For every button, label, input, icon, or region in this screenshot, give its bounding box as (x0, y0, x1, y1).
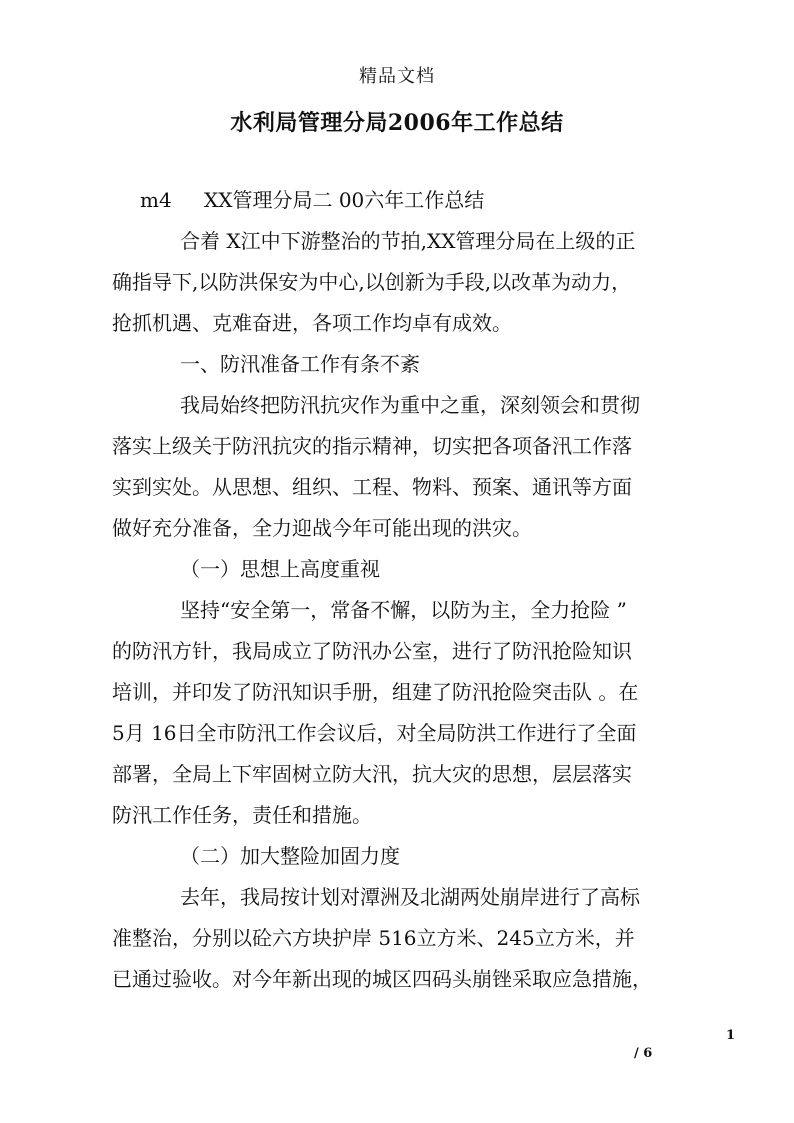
paragraph-line: 实到实处。从思想、组织、工程、物料、预案、通讯等方面 (112, 475, 632, 499)
paragraph-line: 防汛工作任务，责任和措施。 (112, 803, 372, 827)
paragraph-line: 我局始终把防汛抗灾作为重中之重，深刻领会和贯彻 (180, 393, 640, 417)
paragraph-line: 部署，全局上下牢固树立防大汛，抗大灾的思想，层层落实 (112, 762, 632, 786)
paragraph-line: 5月 16日全市防汛工作会议后，对全局防洪工作进行了全面 (112, 721, 637, 745)
paragraph-line: 抢抓机遇、克难奋进，各项工作均卓有成效。 (112, 311, 512, 335)
paragraph-line: 做好充分准备，全力迎战今年可能出现的洪灾。 (112, 516, 532, 540)
paragraph-line: 合着 X江中下游整治的节拍,XX管理分局在上级的正 (180, 229, 636, 253)
subtitle-line (112, 180, 680, 221)
document-title: 水利局管理分局2006年工作总结 (230, 110, 564, 136)
document-body (112, 180, 680, 1000)
paragraph-line: 培训，并印发了防汛知识手册，组建了防汛抢险突击队 。在 (112, 680, 639, 704)
page-number: 1 (726, 1028, 736, 1043)
paragraph-line: 去年，我局按计划对潭洲及北湖两处崩岸进行了高标 (180, 885, 640, 909)
paragraph-line: 准整治，分别以砼六方块护岸 516立方米、245立方米，并 (112, 926, 635, 950)
watermark-header: 精品文档 (359, 66, 435, 87)
subsection-heading: （一）思想上高度重视 (180, 557, 380, 581)
paragraph-line: 的防汛方针，我局成立了防汛办公室，进行了防汛抢险知识 (112, 639, 632, 663)
subtitle-text: XX管理分局二 00六年工作总结 (204, 188, 485, 212)
paragraph-line: 确指导下,以防洪保安为中心,以创新为手段,以改革为动力， (112, 270, 632, 294)
paragraph-line: 已通过验收。对今年新出现的城区四码头崩锉采取应急措施， (112, 967, 652, 991)
paragraph-line: 坚持“安全第一，常备不懈，以防为主，全力抢险 ” (180, 598, 627, 622)
subtitle-code: m4 (140, 188, 172, 212)
subsection-heading: （二）加大整险加固力度 (180, 844, 400, 868)
section-heading: 一、防汛准备工作有条不紊 (180, 352, 420, 376)
page-total: / 6 (634, 1046, 653, 1061)
paragraph-line: 落实上级关于防汛抗灾的指示精神，切实把各项备汛工作落 (112, 434, 632, 458)
